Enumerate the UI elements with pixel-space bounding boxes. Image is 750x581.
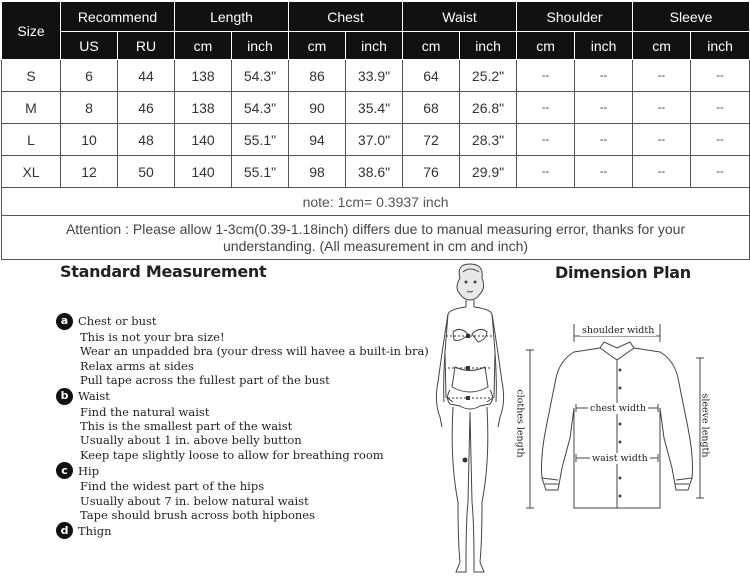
- attention-text: Attention : Please allow 1-3cm(0.39-1.18inch) differs due to manual measuring error, thanks for your understanding. (All measurement in cm and inch): [2, 216, 750, 260]
- size-chart-table: [1, 1, 750, 260]
- step-line: Keep tape slightly loose to allow for breathing room: [80, 447, 384, 462]
- step-badge-icon: b: [56, 388, 73, 405]
- table-cell: 46: [118, 92, 175, 124]
- table-cell: 26.8": [460, 92, 517, 124]
- table-cell: 86: [289, 60, 346, 92]
- table-cell: 68: [403, 92, 460, 124]
- table-row: [2, 60, 750, 92]
- table-header-row: [2, 2, 750, 32]
- table-cell: 54.3": [232, 60, 289, 92]
- dimension-plan-title: Dimension Plan: [555, 263, 691, 282]
- group-header: Recommend: [61, 2, 175, 32]
- shoulder-width-label: shoulder width: [582, 325, 655, 336]
- clothes-length-label: clothes length: [514, 389, 526, 458]
- table-cell: --: [517, 156, 575, 188]
- step-heading-text: Hip: [78, 463, 100, 478]
- step-line: Usually about 1 in. above belly button: [80, 433, 302, 448]
- unit-header: US: [61, 32, 118, 60]
- table-cell: --: [691, 156, 750, 188]
- table-cell: 29.9": [460, 156, 517, 188]
- table-cell: 33.9": [346, 60, 403, 92]
- step-line: This is not your bra size!: [80, 330, 225, 344]
- table-cell: --: [575, 92, 633, 124]
- table-cell: 98: [289, 156, 346, 188]
- step-badge-icon: a: [56, 313, 73, 330]
- table-cell: 90: [289, 92, 346, 124]
- table-cell: 138: [175, 60, 232, 92]
- table-cell: --: [517, 60, 575, 92]
- conversion-note: note: 1cm= 0.3937 inch: [2, 188, 750, 216]
- table-cell: 76: [403, 156, 460, 188]
- table-cell: 12: [61, 156, 118, 188]
- table-cell: 138: [175, 92, 232, 124]
- table-cell: 72: [403, 124, 460, 156]
- table-cell: 8: [61, 92, 118, 124]
- chest-width-label: chest width: [590, 403, 646, 414]
- table-cell: --: [633, 124, 691, 156]
- table-cell: 64: [403, 60, 460, 92]
- table-cell: --: [517, 92, 575, 124]
- unit-header: inch: [691, 32, 750, 60]
- size-cell: S: [2, 60, 61, 92]
- group-header: Length: [175, 2, 289, 32]
- blouse-diagram-icon: [512, 318, 712, 523]
- table-cell: 28.3": [460, 124, 517, 156]
- unit-header: cm: [403, 32, 460, 60]
- table-cell: 38.6": [346, 156, 403, 188]
- table-cell: --: [633, 92, 691, 124]
- step-line: Find the widest part of the hips: [80, 479, 265, 494]
- unit-header: cm: [517, 32, 575, 60]
- step-heading-text: Chest or bust: [78, 314, 157, 329]
- table-row: [2, 124, 750, 156]
- table-cell: 25.2": [460, 60, 517, 92]
- unit-header: RU: [118, 32, 175, 60]
- table-unit-row: [2, 32, 750, 60]
- measurement-steps: [56, 313, 429, 539]
- step-heading-text: Waist: [78, 388, 110, 403]
- unit-header: cm: [633, 32, 691, 60]
- table-cell: --: [517, 124, 575, 156]
- step-heading: [56, 522, 429, 539]
- group-header: Chest: [289, 2, 403, 32]
- sleeve-length-label: sleeve length: [699, 393, 711, 458]
- step-line: This is the smallest part of the waist: [80, 419, 293, 434]
- table-cell: --: [691, 124, 750, 156]
- table-cell: --: [575, 124, 633, 156]
- table-cell: 94: [289, 124, 346, 156]
- woman-figure-icon: [420, 262, 520, 577]
- table-cell: 140: [175, 124, 232, 156]
- group-header: Waist: [403, 2, 517, 32]
- table-attention-row: [2, 216, 750, 260]
- table-body: [2, 60, 750, 188]
- step-line: Tape should brush across both hipbones: [80, 508, 316, 523]
- table-cell: 50: [118, 156, 175, 188]
- table-cell: --: [691, 92, 750, 124]
- table-row: [2, 156, 750, 188]
- table-cell: --: [633, 156, 691, 188]
- step-heading: [56, 462, 429, 479]
- step-heading: [56, 313, 429, 330]
- table-cell: --: [575, 60, 633, 92]
- waist-width-label: waist width: [592, 453, 648, 464]
- step-line: Usually about 7 in. below natural waist: [80, 493, 309, 508]
- table-cell: 10: [61, 124, 118, 156]
- unit-header: inch: [232, 32, 289, 60]
- step-badge-icon: c: [56, 462, 73, 479]
- step-line: Wear an unpadded bra (your dress will havee a built-in bra): [80, 344, 429, 359]
- unit-header: cm: [175, 32, 232, 60]
- size-cell: L: [2, 124, 61, 156]
- unit-header: inch: [575, 32, 633, 60]
- table-cell: --: [691, 60, 750, 92]
- size-cell: M: [2, 92, 61, 124]
- table-row: [2, 92, 750, 124]
- unit-header: inch: [460, 32, 517, 60]
- unit-header: cm: [289, 32, 346, 60]
- group-header: Shoulder: [517, 2, 633, 32]
- step-line: Relax arms at sides: [80, 358, 194, 373]
- table-cell: 48: [118, 124, 175, 156]
- unit-header: inch: [346, 32, 403, 60]
- step-heading: [56, 388, 429, 405]
- step-heading-text: Thign: [78, 523, 112, 538]
- table-cell: 140: [175, 156, 232, 188]
- table-cell: 54.3": [232, 92, 289, 124]
- table-cell: 55.1": [232, 156, 289, 188]
- step-line: Find the natural waist: [80, 404, 210, 419]
- table-cell: 55.1": [232, 124, 289, 156]
- size-header: Size: [2, 2, 61, 60]
- size-cell: XL: [2, 156, 61, 188]
- table-cell: 44: [118, 60, 175, 92]
- step-badge-icon: d: [56, 522, 73, 539]
- table-cell: 35.4": [346, 92, 403, 124]
- table-cell: --: [575, 156, 633, 188]
- group-header: Sleeve: [633, 2, 750, 32]
- table-cell: 6: [61, 60, 118, 92]
- standard-measurement-title: Standard Measurement: [60, 262, 267, 281]
- table-cell: 37.0": [346, 124, 403, 156]
- table-note-row: [2, 188, 750, 216]
- step-line: Pull tape across the fullest part of the bust: [80, 373, 330, 388]
- table-cell: --: [633, 60, 691, 92]
